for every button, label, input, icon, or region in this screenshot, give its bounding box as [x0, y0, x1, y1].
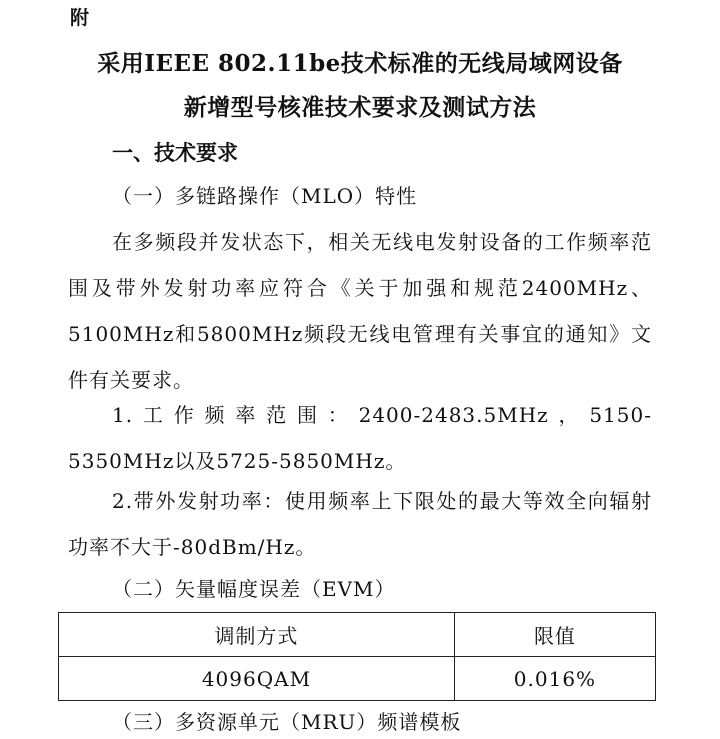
paragraph-mlo-intro: 在多频段并发状态下，相关无线电发射设备的工作频率范围及带外发射功率应符合《关于加强和规范2400MHz、5100MHz和5800MHz频段无线电管理有关事宜的通知》文件有关要求。 [68, 230, 652, 392]
subsection-heading-mru: （三）多资源单元（MRU）频谱模板 [112, 710, 462, 734]
document-title-line-1: 采用IEEE 802.11be技术标准的无线局域网设备 [97, 50, 623, 77]
evm-limit-table [58, 612, 656, 701]
table-header-limit: 限值 [454, 613, 655, 657]
subsection-heading-evm: （二）矢量幅度误差（EVM） [112, 577, 396, 601]
subsection-heading-mlo: （一）多链路操作（MLO）特性 [112, 184, 418, 208]
document-title-line-2: 新增型号核准技术要求及测试方法 [183, 94, 537, 121]
table-header-modulation: 调制方式 [59, 613, 455, 657]
table-cell-limit: 0.016% [454, 657, 655, 701]
table-row [59, 657, 656, 701]
table-header-row [59, 613, 656, 657]
paragraph-frequency-range: 1.工作频率范围：2400-2483.5MHz，5150-5350MHz以及5725-5850MHz。 [68, 403, 652, 473]
section-heading-technical-requirements: 一、技术要求 [112, 141, 238, 165]
attachment-label: 附 [70, 7, 90, 29]
table-cell-modulation: 4096QAM [59, 657, 455, 701]
paragraph-out-of-band-power: 2.带外发射功率：使用频率上下限处的最大等效全向辐射功率不大于-80dBm/Hz。 [68, 489, 652, 559]
